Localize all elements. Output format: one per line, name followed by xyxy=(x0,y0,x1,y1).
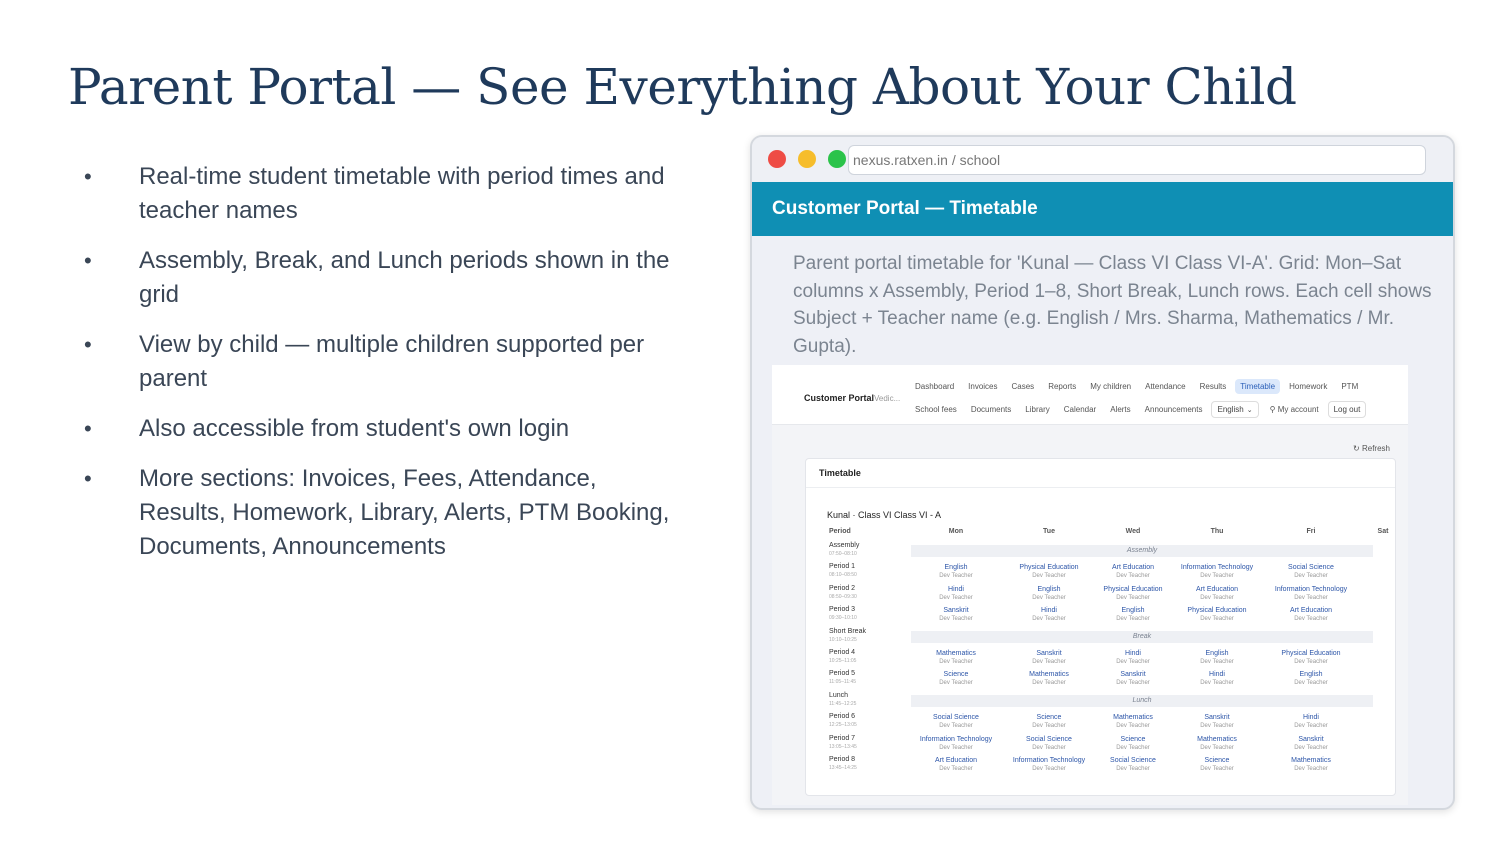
timetable-cell[interactable] xyxy=(1294,736,1328,752)
break-band: Lunch xyxy=(911,695,1373,707)
subject-name: English xyxy=(1121,607,1145,615)
my-account-link[interactable] xyxy=(1265,402,1324,417)
subject-name: Mathematics xyxy=(1029,671,1069,679)
timetable-cell[interactable] xyxy=(1181,564,1253,580)
card-title: Timetable xyxy=(806,459,1395,488)
timetable-cell[interactable] xyxy=(1290,607,1332,623)
timetable-row xyxy=(806,670,1395,690)
timetable-cell[interactable] xyxy=(1291,757,1331,773)
timetable-cell[interactable] xyxy=(1200,757,1234,773)
window-minimize-button[interactable] xyxy=(798,150,816,168)
teacher-name: Dev Teacher xyxy=(1294,594,1328,601)
timetable-cell[interactable] xyxy=(935,757,977,773)
period-label: Period 7 xyxy=(829,734,856,742)
timetable-cell[interactable] xyxy=(1032,607,1066,623)
teacher-name: Dev Teacher xyxy=(1200,723,1234,730)
bullet-dot: • xyxy=(84,164,92,189)
teacher-name: Dev Teacher xyxy=(1200,766,1234,772)
timetable-header-row xyxy=(806,528,1395,538)
subject-name: Information Technology xyxy=(1180,564,1254,572)
subject-name: Hindi xyxy=(1303,714,1319,722)
subject-name: Art Education xyxy=(1195,585,1239,593)
chevron-down-icon: ⌄ xyxy=(1246,407,1253,414)
timetable-row xyxy=(806,692,1395,712)
my-account-label: My account xyxy=(1277,405,1319,414)
period-time: 10:25–11:05 xyxy=(829,658,857,664)
nav-cases[interactable]: Cases xyxy=(1011,382,1035,391)
subject-name: Information Technology xyxy=(1012,757,1086,764)
period-label: Lunch xyxy=(829,691,849,699)
teacher-name: Dev Teacher xyxy=(1032,680,1066,687)
nav-results[interactable]: Results xyxy=(1199,382,1227,391)
timetable-cell[interactable] xyxy=(1281,650,1340,666)
teacher-name: Dev Teacher xyxy=(1116,594,1150,601)
timetable-cell[interactable] xyxy=(939,671,973,687)
bullet-item xyxy=(84,412,684,446)
teacher-name: Dev Teacher xyxy=(1032,723,1066,730)
subject-name: Science xyxy=(1204,757,1230,764)
teacher-name: Dev Teacher xyxy=(1032,573,1066,580)
timetable-cell[interactable] xyxy=(939,586,973,602)
period-time: 07:50–08:10 xyxy=(829,551,857,557)
screenshot-caption: Parent portal timetable for 'Kunal — Class VI Class VI-A'. Grid: Mon–Sat columns x Assembly, Period 1–8, Short Break, Lunch rows. Each cell shows Subject + Teacher name (e.g. English / Mrs. Sharma, Mathematics / Mr. Gupta). xyxy=(793,253,1432,357)
subject-name: Sanskrit xyxy=(943,607,969,615)
bullet-text: More sections: Invoices, Fees, Attendance, Results, Homework, Library, Alerts, PTM Booking, Documents, Announcements xyxy=(139,465,670,560)
portal-navbar xyxy=(772,365,1408,425)
timetable-cell[interactable] xyxy=(1032,586,1066,602)
teacher-name: Dev Teacher xyxy=(1200,594,1234,601)
subject-name: Mathematics xyxy=(936,650,976,657)
teacher-name: Dev Teacher xyxy=(1294,616,1328,623)
subject-name: Science xyxy=(1036,714,1062,722)
teacher-name: Dev Teacher xyxy=(939,723,973,730)
teacher-name: Dev Teacher xyxy=(1116,744,1150,751)
timetable-row xyxy=(806,585,1395,605)
period-label: Period 1 xyxy=(829,563,856,571)
subject-name: Information Technology xyxy=(1274,585,1348,593)
bullet-text: Also accessible from student's own login xyxy=(139,415,570,442)
column-header-period: Period xyxy=(829,528,851,535)
period-time: 12:25–13:05 xyxy=(829,722,857,729)
bullet-dot: • xyxy=(84,248,92,273)
refresh-label: Refresh xyxy=(1361,444,1390,453)
portal-screenshot xyxy=(772,365,1408,805)
bullet-item xyxy=(84,462,684,564)
nav-dashboard[interactable]: Dashboard xyxy=(915,382,955,391)
timetable-cell[interactable] xyxy=(1019,564,1078,580)
timetable-cell[interactable] xyxy=(1026,736,1072,752)
portal-brand[interactable]: Customer Portal xyxy=(804,393,875,403)
timetable-cell[interactable] xyxy=(1116,650,1150,666)
teacher-name: Dev Teacher xyxy=(1200,680,1234,687)
teacher-name: Dev Teacher xyxy=(1032,616,1066,623)
period-label: Period 6 xyxy=(829,713,856,721)
timetable-row xyxy=(806,542,1395,562)
period-time: 08:10–08:50 xyxy=(829,572,857,579)
timetable-row xyxy=(806,756,1395,776)
subject-name: Hindi xyxy=(1041,607,1057,615)
teacher-name: Dev Teacher xyxy=(1032,744,1066,751)
subject-name: Science xyxy=(943,671,969,679)
period-label: Period 4 xyxy=(829,649,856,656)
timetable-cell[interactable] xyxy=(1116,671,1150,687)
nav-school-fees[interactable]: School fees xyxy=(915,405,957,414)
break-band: Assembly xyxy=(911,545,1373,557)
teacher-name: Dev Teacher xyxy=(1294,766,1328,772)
period-label: Period 5 xyxy=(829,670,856,678)
teacher-name: Dev Teacher xyxy=(1294,723,1328,730)
timetable-cell[interactable] xyxy=(939,564,973,580)
timetable-cell[interactable] xyxy=(1029,671,1069,687)
teacher-name: Dev Teacher xyxy=(939,744,973,751)
subject-name: Art Education xyxy=(1111,564,1155,572)
subject-name: Hindi xyxy=(948,585,964,593)
subject-name: English xyxy=(944,564,968,572)
teacher-name: Dev Teacher xyxy=(1032,594,1066,601)
nav-ptm[interactable]: PTM xyxy=(1341,382,1359,391)
bullet-text: Assembly, Break, and Lunch periods shown in the grid xyxy=(139,247,670,308)
teacher-name: Dev Teacher xyxy=(1032,766,1066,772)
refresh-button[interactable] xyxy=(1353,444,1390,453)
period-label: Assembly xyxy=(829,542,860,549)
teacher-name: Dev Teacher xyxy=(939,616,973,623)
timetable-row xyxy=(806,649,1395,669)
subject-name: Social Science xyxy=(1288,564,1334,572)
subject-name: Sanskrit xyxy=(1298,735,1324,743)
teacher-name: Dev Teacher xyxy=(1294,744,1328,751)
timetable-row xyxy=(806,735,1395,755)
user-icon: ⚲ xyxy=(1269,405,1278,414)
subject-name: Social Science xyxy=(1110,757,1156,764)
period-label: Short Break xyxy=(829,627,866,635)
timetable-cell[interactable] xyxy=(920,736,992,752)
bullet-item xyxy=(84,328,684,396)
period-time: 11:45–12:25 xyxy=(829,700,857,707)
teacher-name: Dev Teacher xyxy=(1200,616,1234,623)
timetable-row xyxy=(806,563,1395,583)
column-header-fri: Fri xyxy=(1306,528,1316,535)
timetable-cell[interactable] xyxy=(933,714,979,730)
teacher-name: Dev Teacher xyxy=(939,766,973,772)
subject-name: Art Education xyxy=(1289,607,1333,615)
period-label: Period 3 xyxy=(829,606,856,614)
teacher-name: Dev Teacher xyxy=(939,659,973,665)
period-time: 10:10–10:25 xyxy=(829,636,857,643)
subject-name: Social Science xyxy=(933,714,979,722)
timetable-cell[interactable] xyxy=(1116,736,1150,752)
subject-name: Hindi xyxy=(1125,650,1141,657)
subject-name: Physical Education xyxy=(1281,650,1341,657)
timetable-cell[interactable] xyxy=(1110,757,1156,773)
nav-my-children[interactable]: My children xyxy=(1090,382,1132,391)
browser-chrome xyxy=(752,137,1453,182)
subject-name: Science xyxy=(1120,735,1146,743)
teacher-name: Dev Teacher xyxy=(939,573,973,580)
subject-name: English xyxy=(1299,671,1323,679)
bullet-text: View by child — multiple children supported per parent xyxy=(139,331,645,392)
timetable-cell[interactable] xyxy=(1113,714,1153,730)
teacher-name: Dev Teacher xyxy=(1116,766,1150,772)
refresh-icon: ↻ xyxy=(1353,444,1360,453)
teacher-name: Dev Teacher xyxy=(939,594,973,601)
column-header-tue: Tue xyxy=(1043,528,1055,535)
teacher-name: Dev Teacher xyxy=(1200,744,1234,751)
teacher-name: Dev Teacher xyxy=(1032,659,1066,665)
teacher-name: Dev Teacher xyxy=(1116,680,1150,687)
period-label: Period 2 xyxy=(829,584,856,592)
period-label: Period 8 xyxy=(829,756,856,763)
subject-name: Physical Education xyxy=(1019,564,1079,572)
teacher-name: Dev Teacher xyxy=(1116,659,1150,665)
subject-name: Social Science xyxy=(1026,735,1072,743)
period-time: 08:50–09:30 xyxy=(829,593,857,600)
timetable-cell[interactable] xyxy=(1294,671,1328,687)
period-time: 13:45–14:25 xyxy=(829,765,857,771)
timetable-cell[interactable] xyxy=(1013,757,1085,773)
timetable-cell[interactable] xyxy=(1103,586,1162,602)
column-header-mon: Mon xyxy=(948,528,964,535)
teacher-name: Dev Teacher xyxy=(1200,573,1234,580)
subject-name: Physical Education xyxy=(1187,607,1247,615)
timetable-cell[interactable] xyxy=(1196,586,1238,602)
teacher-name: Dev Teacher xyxy=(1294,659,1328,665)
window-maximize-button[interactable] xyxy=(828,150,846,168)
nav-documents[interactable]: Documents xyxy=(970,405,1012,414)
bullet-item xyxy=(84,244,684,312)
feature-bullet-list xyxy=(84,160,684,580)
language-select[interactable] xyxy=(1211,401,1258,418)
logout-button[interactable]: Log out xyxy=(1328,401,1367,418)
timetable-cell[interactable] xyxy=(1275,586,1347,602)
column-header-thu: Thu xyxy=(1210,528,1224,535)
nav-library[interactable]: Library xyxy=(1025,405,1050,414)
period-time: 09:30–10:10 xyxy=(829,615,857,622)
bullet-dot: • xyxy=(84,416,92,441)
window-close-button[interactable] xyxy=(768,150,786,168)
timetable-cell[interactable] xyxy=(1032,650,1066,666)
subject-name: Mathematics xyxy=(1197,735,1237,743)
nav-timetable[interactable]: Timetable xyxy=(1235,379,1280,394)
subject-name: Sanskrit xyxy=(1036,650,1062,657)
timetable-row xyxy=(806,713,1395,733)
bullet-dot: • xyxy=(84,332,92,357)
bullet-text: Real-time student timetable with period times and teacher names xyxy=(139,163,665,224)
nav-row-primary xyxy=(910,379,1367,394)
timetable-cell[interactable] xyxy=(1200,714,1234,730)
timetable-cell[interactable] xyxy=(1200,650,1234,666)
nav-attendance[interactable]: Attendance xyxy=(1145,382,1186,391)
subject-name: Information Technology xyxy=(919,735,993,743)
subject-name: English xyxy=(1037,585,1061,593)
column-header-wed: Wed xyxy=(1125,528,1141,535)
teacher-name: Dev Teacher xyxy=(1294,680,1328,687)
subject-name: Mathematics xyxy=(1291,757,1331,764)
timetable-row xyxy=(806,606,1395,626)
timetable-card xyxy=(805,458,1396,796)
subject-name: Mathematics xyxy=(1113,714,1153,722)
timetable-cell[interactable] xyxy=(1116,607,1150,623)
portal-header-bar: Customer Portal — Timetable xyxy=(752,182,1453,236)
nav-homework[interactable]: Homework xyxy=(1289,382,1328,391)
timetable-cell[interactable] xyxy=(1197,736,1237,752)
subject-name: Art Education xyxy=(934,757,978,764)
subject-name: Hindi xyxy=(1209,671,1225,679)
break-band: Break xyxy=(911,631,1373,643)
teacher-name: Dev Teacher xyxy=(1116,616,1150,623)
subject-name: Physical Education xyxy=(1103,585,1163,593)
teacher-name: Dev Teacher xyxy=(939,680,973,687)
subject-name: English xyxy=(1205,650,1229,657)
timetable-cell[interactable] xyxy=(1112,564,1154,580)
school-name: Vedic... xyxy=(874,394,901,403)
nav-row-secondary xyxy=(910,401,1372,418)
period-time: 13:05–13:45 xyxy=(829,743,857,750)
period-time: 11:05–11:45 xyxy=(829,679,857,686)
slide-title: Parent Portal — See Everything About Your Child xyxy=(68,58,1297,116)
teacher-name: Dev Teacher xyxy=(1116,573,1150,580)
language-value: English xyxy=(1217,405,1244,414)
subject-name: Sanskrit xyxy=(1120,671,1146,679)
nav-calendar[interactable]: Calendar xyxy=(1063,405,1097,414)
timetable-row xyxy=(806,628,1395,648)
child-class-label: Kunal · Class VI Class VI - A xyxy=(827,510,942,520)
teacher-name: Dev Teacher xyxy=(1200,659,1234,665)
timetable-cell[interactable] xyxy=(1032,714,1066,730)
timetable-cell[interactable] xyxy=(939,607,973,623)
nav-alerts[interactable]: Alerts xyxy=(1110,405,1131,414)
teacher-name: Dev Teacher xyxy=(1116,723,1150,730)
nav-announcements[interactable]: Announcements xyxy=(1144,405,1203,414)
timetable-cell[interactable] xyxy=(936,650,976,666)
timetable-cell[interactable] xyxy=(1294,714,1328,730)
nav-reports[interactable]: Reports xyxy=(1048,382,1077,391)
nav-invoices[interactable]: Invoices xyxy=(968,382,998,391)
timetable-cell[interactable] xyxy=(1187,607,1246,623)
subject-name: Sanskrit xyxy=(1204,714,1230,722)
timetable-cell[interactable] xyxy=(1200,671,1234,687)
bullet-item xyxy=(84,160,684,228)
teacher-name: Dev Teacher xyxy=(1294,573,1328,580)
timetable-cell[interactable] xyxy=(1288,564,1334,580)
bullet-dot: • xyxy=(84,466,92,491)
browser-window xyxy=(750,135,1455,810)
column-header-sat: Sat xyxy=(1377,528,1389,535)
address-bar[interactable]: nexus.ratxen.in / school xyxy=(848,145,1426,175)
